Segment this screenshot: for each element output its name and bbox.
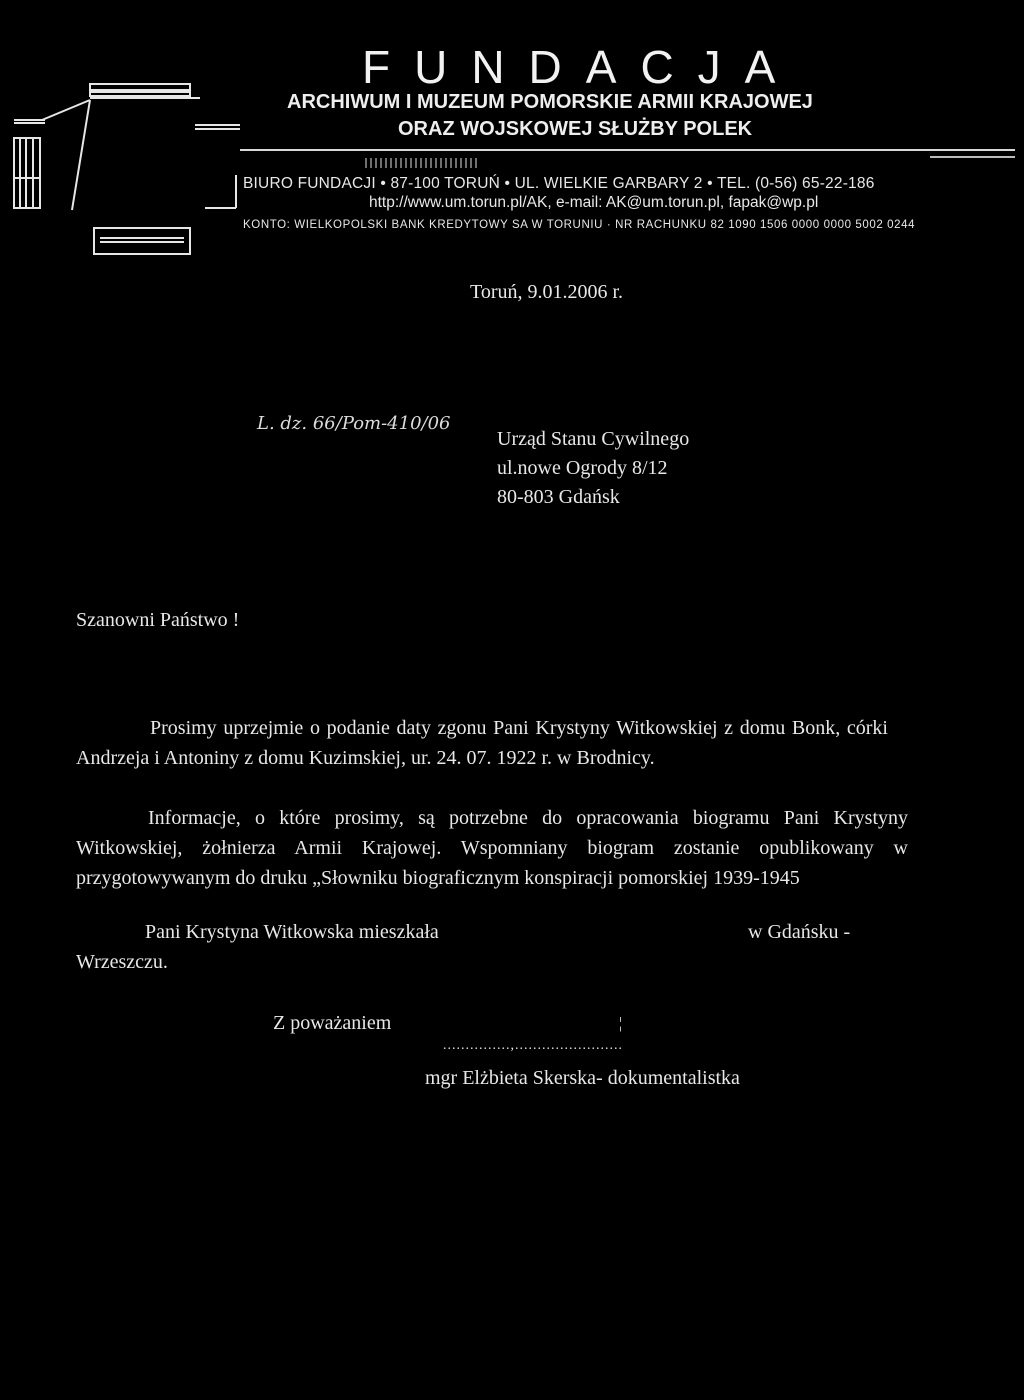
recipient-address (497, 425, 689, 512)
signer-name: mgr Elżbieta Skerska- dokumentalistka (425, 1067, 740, 1089)
bank-account: KONTO: WIELKOPOLSKI BANK KREDYTOWY SA W TORUNIU · NR RACHUNKU 82 1090 1506 0000 0000 5002 0244 (243, 219, 916, 231)
signature-line: ...............,........................ (443, 1038, 623, 1053)
recipient-line3: 80-803 Gdańsk (497, 486, 620, 508)
header-divider-short (930, 156, 1015, 158)
foundation-logo-icon (0, 70, 250, 270)
closing-mark: ¦ (619, 1015, 623, 1032)
office-address: BIURO FUNDACJI • 87-100 TORUŃ • UL. WIELKIE GARBARY 2 • TEL. (0-56) 65-22-186 (243, 175, 875, 192)
salutation: Szanowni Państwo ! (76, 609, 240, 631)
body-paragraph-3-mid: w Gdańsku - (748, 921, 851, 943)
reference-number: L. dz. 66/Pom-410/06 (257, 413, 451, 434)
body-paragraph-1: Prosimy uprzejmie o podanie daty zgonu Pani Krystyny Witkowskiej z domu Bonk, córki Andrzeja i Antoniny z domu Kuzimskiej, ur. 24. 07. 1922 r. w Brodnicy. (76, 717, 888, 769)
org-name-heading: FUNDACJA (362, 41, 800, 93)
closing-phrase: Z poważaniem (273, 1012, 392, 1034)
body-paragraph-3-start: Pani Krystyna Witkowska mieszkała (145, 921, 439, 943)
contact-web-email: http://www.um.torun.pl/AK, e-mail: AK@um.torun.pl, fapak@wp.pl (369, 194, 819, 211)
org-subtitle-line2: ORAZ WOJSKOWEJ SŁUŻBY POLEK (398, 118, 753, 140)
scan-artifact (365, 158, 480, 168)
letter-date: Toruń, 9.01.2006 r. (470, 281, 624, 303)
body-paragraph-3-end: Wrzeszczu. (76, 951, 168, 973)
recipient-line1: Urząd Stanu Cywilnego (497, 428, 690, 450)
body-paragraph-2: Informacje, o które prosimy, są potrzebne do opracowania biogramu Pani Krystyny Witkowskiej, żołnierza Armii Krajowej. Wspomniany biogram zostanie opublikowany w przygotowywanym do druku „Słowniku biograficznym konspiracji pomorskiej 1939-1945 (76, 807, 908, 889)
header-divider (240, 149, 1015, 151)
recipient-line2: ul.nowe Ogrody 8/12 (497, 457, 668, 479)
org-subtitle-line1: ARCHIWUM I MUZEUM POMORSKIE ARMII KRAJOWEJ (287, 91, 813, 113)
